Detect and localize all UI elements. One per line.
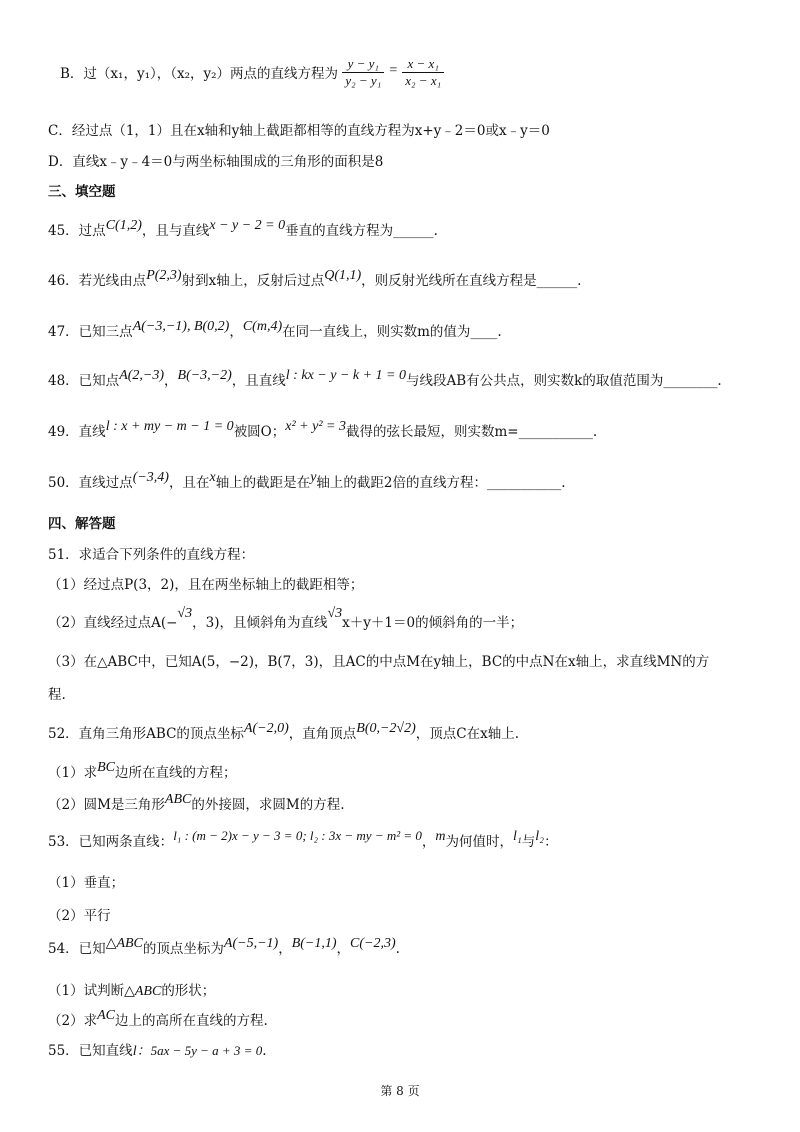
question-53-part-2: （2）平行 [48, 908, 111, 924]
question-51-part-3: （3）在△ABC中，已知A(5，−2)，B(7，3)，且AC的中点M在y轴上，BC的中点N在x轴上，求直线MN的方 [48, 654, 710, 670]
question-53: 53．已知两条直线：l₁ : (m − 2)x − y − 3 = 0; l₂ : 3x − my − m² = 0，m为何值时，l₁与l₂： [48, 828, 558, 850]
math-line-l: l : x + my − m − 1 = 0 [105, 419, 234, 434]
option-b [60, 58, 444, 91]
page-number: 第 8 页 [380, 1084, 420, 1098]
math-point: (−3,4) [132, 470, 169, 485]
math-point-a: A(2,−3) [119, 368, 165, 383]
math-point-b: B(−3,−2) [177, 368, 232, 383]
math-point-q: Q(1,1) [324, 268, 362, 283]
math-point-a: A(−2,0) [243, 721, 289, 736]
math-sqrt3: √3 [177, 606, 193, 621]
question-48: 48．已知点A(2,−3)，B(−3,−2)，且直线l : kx − y − k + 1 = 0与线段AB有公共点，则实数k的取值范围为________. [48, 368, 722, 389]
question-54-part-2: （2）求AC边上的高所在直线的方程. [48, 1008, 268, 1029]
question-51-part-3-cont: 程. [48, 687, 66, 703]
math-line: 5ax − 5y − a + 3 = 0 [150, 1043, 263, 1058]
equals-sign: = [388, 63, 398, 78]
math-point-p: P(2,3) [146, 268, 182, 283]
question-45: 45．过点C(1,2)，且与直线x − y − 2 = 0垂直的直线方程为______. [48, 218, 438, 239]
math-circle: x² + y² = 3 [285, 419, 346, 434]
math-point-b: B(0,−2√2) [356, 721, 416, 736]
math-point-a: A(−5,−1) [223, 936, 279, 951]
math-point-c: C(−2,3) [350, 936, 396, 951]
question-54-part-1: （1）试判断△ABC的形状； [48, 983, 216, 999]
math-sqrt3: √3 [327, 606, 343, 621]
question-52-part-2: （2）圆M是三角形ABC的外接圆，求圆M的方程. [48, 792, 345, 813]
question-50: 50．直线过点(−3,4)，且在x轴上的截距是在y轴上的截距2倍的直线方程：___________. [48, 470, 566, 491]
fraction-right: $\frac{\text{x − x₁}}{\text{x₂ − x₁}}$ [402, 56, 444, 89]
math-line: x − y − 2 = 0 [209, 218, 286, 233]
question-46: 46．若光线由点P(2,3)射到x轴上，反射后过点Q(1,1)，则反射光线所在直线方程是______. [48, 268, 582, 289]
section-answer-heading: 四、解答题 [48, 516, 116, 532]
question-51-part-2: （2）直线经过点A(−√3，3)，且倾斜角为直线√3x＋y＋1＝0的倾斜角的一半； [48, 606, 524, 631]
option-d: D．直线x﹣y﹣4＝0与两坐标轴围成的三角形的面积是8 [48, 154, 384, 170]
math-points-ab: A(−3,−1), B(0,2) [132, 319, 230, 334]
option-c: C．经过点（1，1）且在x轴和y轴上截距都相等的直线方程为x+y﹣2＝0或x﹣y＝0 [48, 123, 550, 139]
question-49: 49．直线l : x + my − m − 1 = 0被圆O；x² + y² = 3截得的弦长最短，则实数m=___________. [48, 419, 598, 440]
question-51-part-1: （1）经过点P(3，2)，且在两坐标轴上的截距相等； [48, 577, 364, 593]
question-52: 52．直角三角形ABC的顶点坐标A(−2,0)，直角顶点B(0,−2√2)，顶点C在x轴上. [48, 721, 520, 742]
math-lines: l₁ : (m − 2)x − y − 3 = 0; l₂ : 3x − my − m² = 0 [173, 828, 422, 843]
math-line-l: l : kx − y − k + 1 = 0 [285, 368, 406, 383]
fraction-left: $\frac{\text{y − y₁}}{\text{y₂ − y₁}}$ [342, 56, 384, 89]
section-fill-blank-heading: 三、填空题 [48, 184, 116, 200]
option-b-text: B．过（x₁，y₁），（x₂，y₂）两点的直线方程为 [60, 66, 339, 82]
question-53-part-1: （1）垂直； [48, 875, 125, 891]
question-47: 47．已知三点A(−3,−1), B(0,2)，C(m,4)在同一直线上，则实数m的值为____. [48, 319, 502, 340]
question-55: 55．已知直线l：5ax − 5y − a + 3 = 0. [48, 1043, 267, 1059]
math-point-b: B(−1,1) [291, 936, 337, 951]
math-point-c: C(m,4) [242, 319, 283, 334]
question-52-part-1: （1）求BC边所在直线的方程； [48, 760, 237, 781]
question-54: 54．已知△ABC的顶点坐标为A(−5,−1)，B(−1,1)，C(−2,3). [48, 936, 400, 957]
math-point-c: C(1,2) [105, 218, 142, 233]
question-51: 51．求适合下列条件的直线方程： [48, 547, 255, 563]
